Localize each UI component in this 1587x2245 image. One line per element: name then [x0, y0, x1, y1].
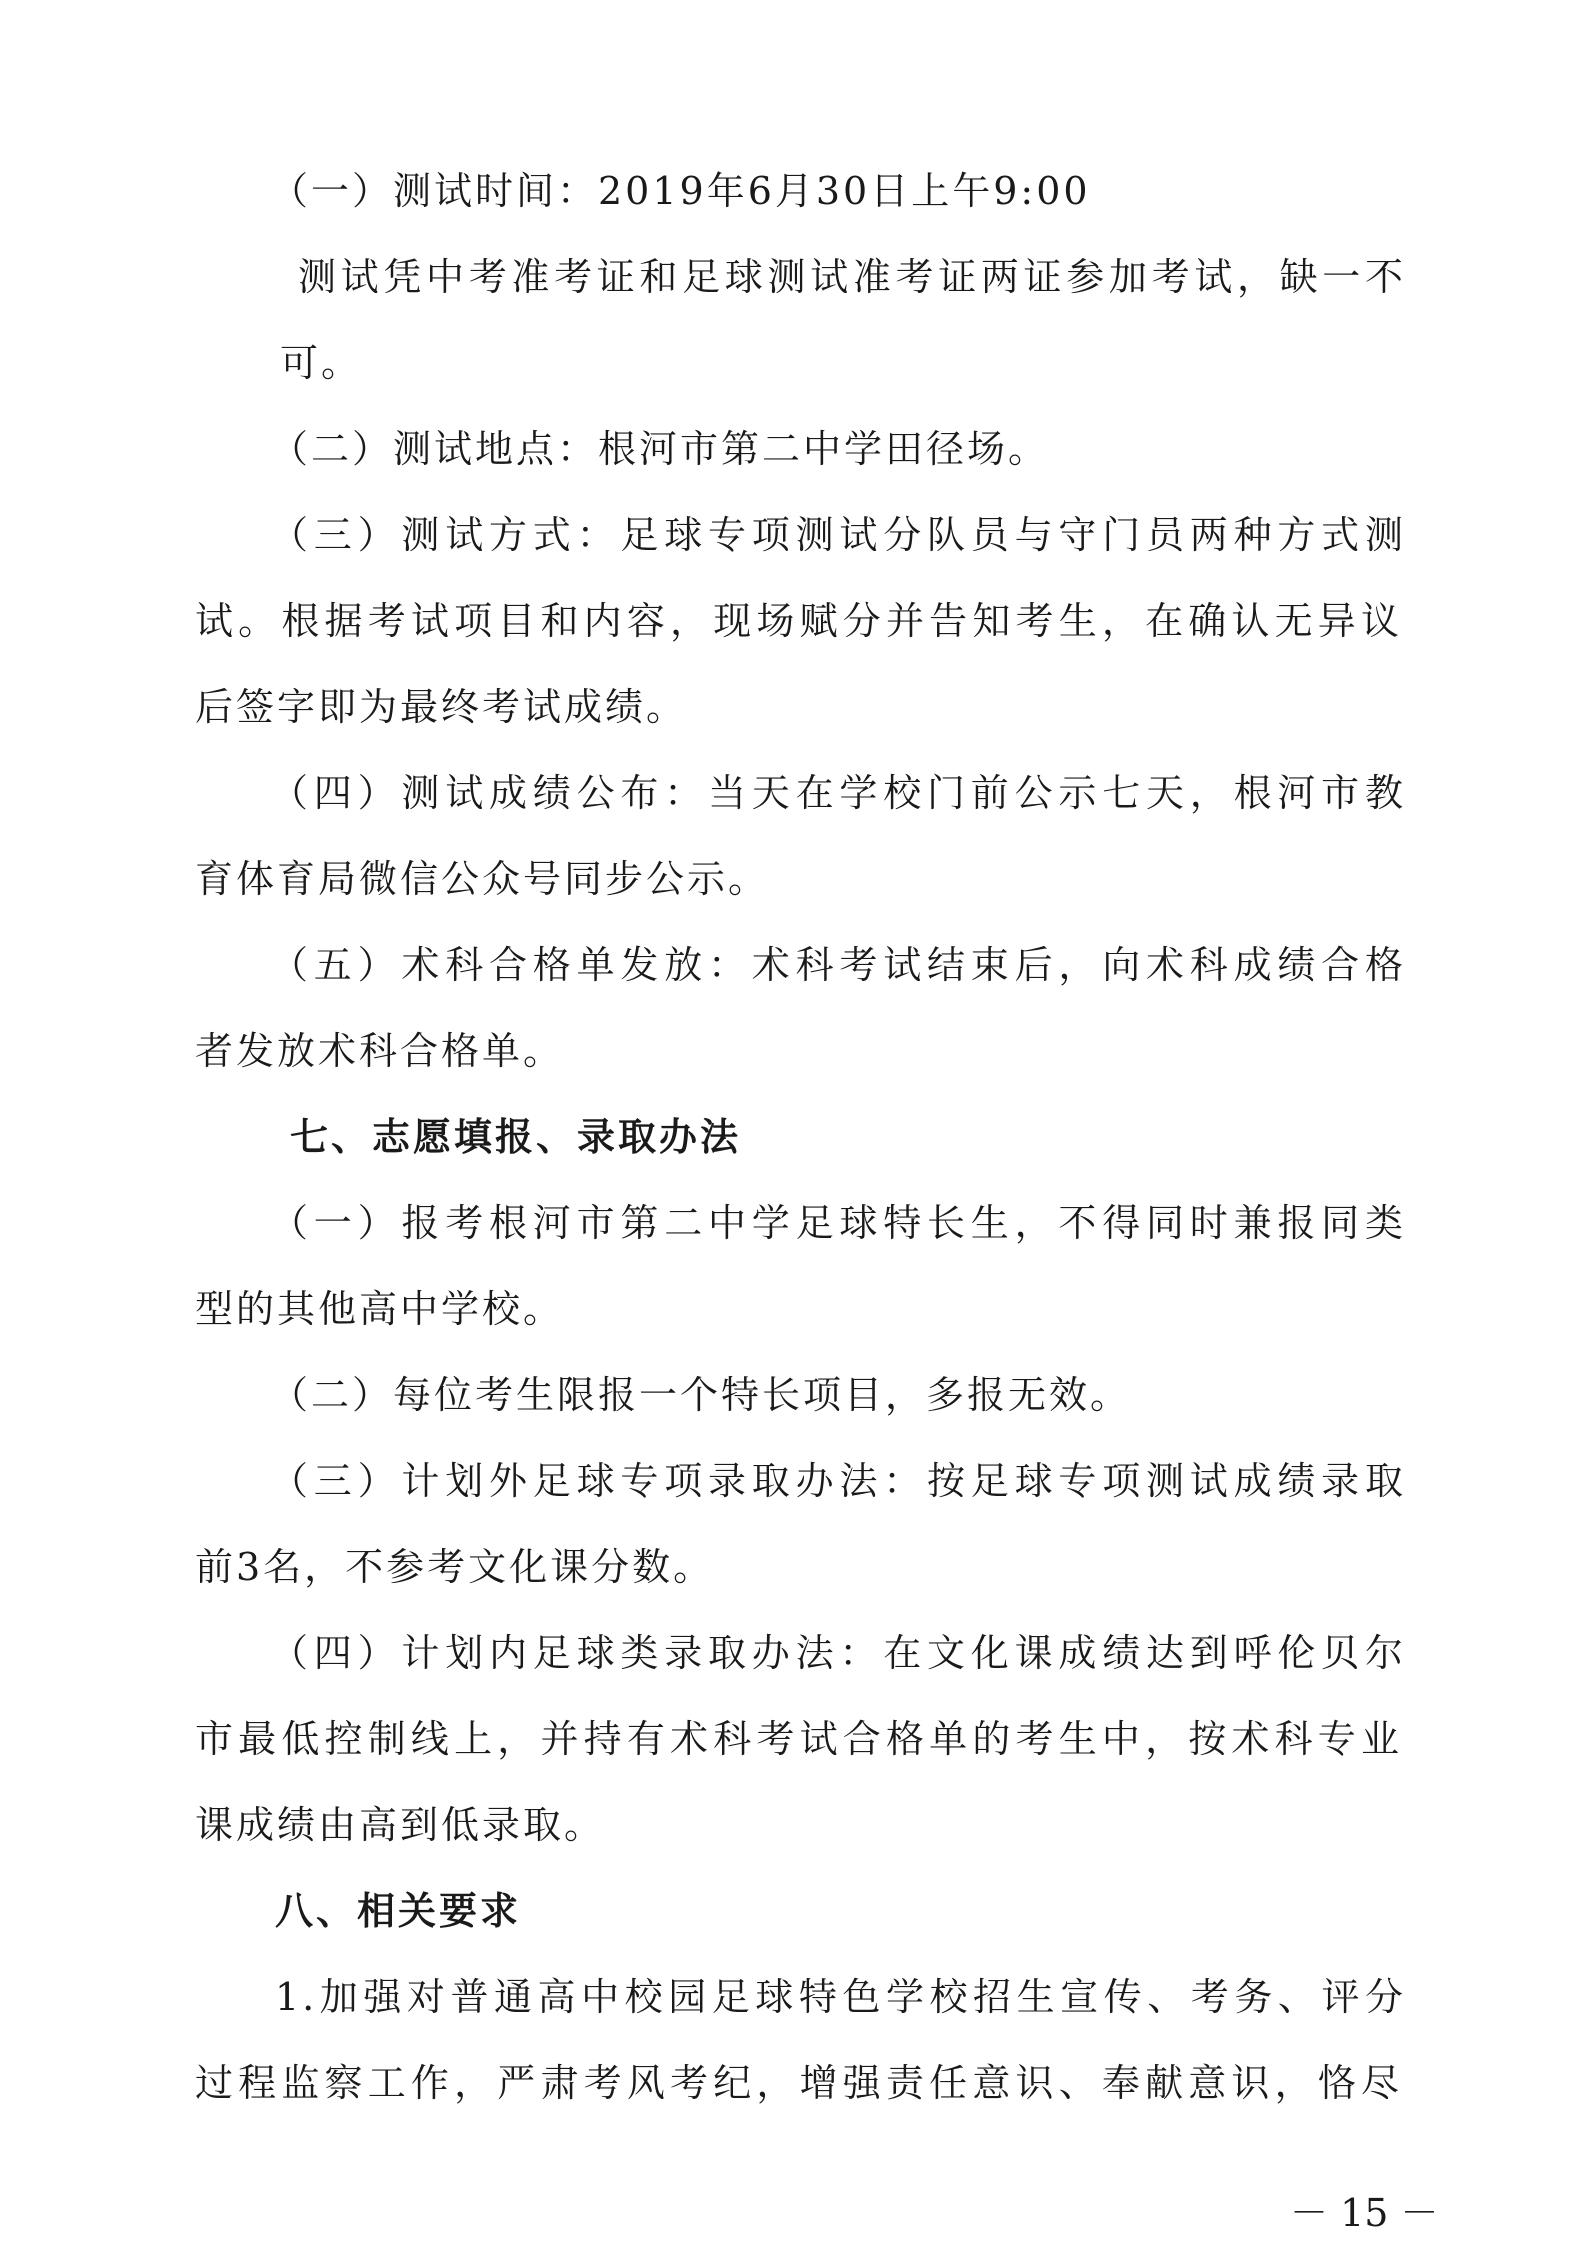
text-line-14: 型的其他高中学校。 — [195, 1287, 565, 1331]
text-line-19: 市最低控制线上，并持有术科考试合格单的考生中，按术科专业 — [195, 1717, 1402, 1761]
text-line-15: （二）每位考生限报一个特长项目，多报无效。 — [270, 1373, 1132, 1417]
text-line-4: （二）测试地点：根河市第二中学田径场。 — [270, 427, 1050, 471]
text-line-5: （三）测试方式：足球专项测试分队员与守门员两种方式测 — [270, 513, 1406, 557]
text-line-17: 前3名，不参考文化课分数。 — [195, 1545, 715, 1589]
text-line-16: （三）计划外足球专项录取办法：按足球专项测试成绩录取 — [270, 1459, 1406, 1503]
page-number: － 15 － — [1290, 2191, 1439, 2235]
text-line-13: （一）报考根河市第二中学足球特长生，不得同时兼报同类 — [270, 1201, 1406, 1245]
text-line-11: 者发放术科合格单。 — [195, 1029, 565, 1073]
text-line-23: 过程监察工作，严肃考风考纪，增强责任意识、奉献意识，恪尽 — [195, 2061, 1402, 2105]
text-line-2: 测试凭中考准考证和足球测试准考证两证参加考试，缺一不 — [298, 255, 1406, 299]
section-heading-8: 八、相关要求 — [275, 1889, 522, 1933]
text-line-8: （四）测试成绩公布：当天在学校门前公示七天，根河市教 — [270, 771, 1406, 815]
section-heading-7: 七、志愿填报、录取办法 — [290, 1115, 742, 1159]
text-line-22: 1.加强对普通高中校园足球特色学校招生宣传、考务、评分 — [275, 1975, 1406, 2019]
text-line-20: 课成绩由高到低录取。 — [195, 1803, 606, 1847]
text-line-1: （一）测试时间：2019年6月30日上午9:00 — [270, 169, 1091, 213]
text-line-3: 可。 — [280, 341, 363, 385]
text-line-10: （五）术科合格单发放：术科考试结束后，向术科成绩合格 — [270, 943, 1406, 987]
text-line-6: 试。根据考试项目和内容，现场赋分并告知考生，在确认无异议 — [195, 599, 1402, 643]
text-line-9: 育体育局微信公众号同步公示。 — [195, 857, 770, 901]
text-line-7: 后签字即为最终考试成绩。 — [195, 685, 688, 729]
text-line-18: （四）计划内足球类录取办法：在文化课成绩达到呼伦贝尔 — [270, 1631, 1406, 1675]
